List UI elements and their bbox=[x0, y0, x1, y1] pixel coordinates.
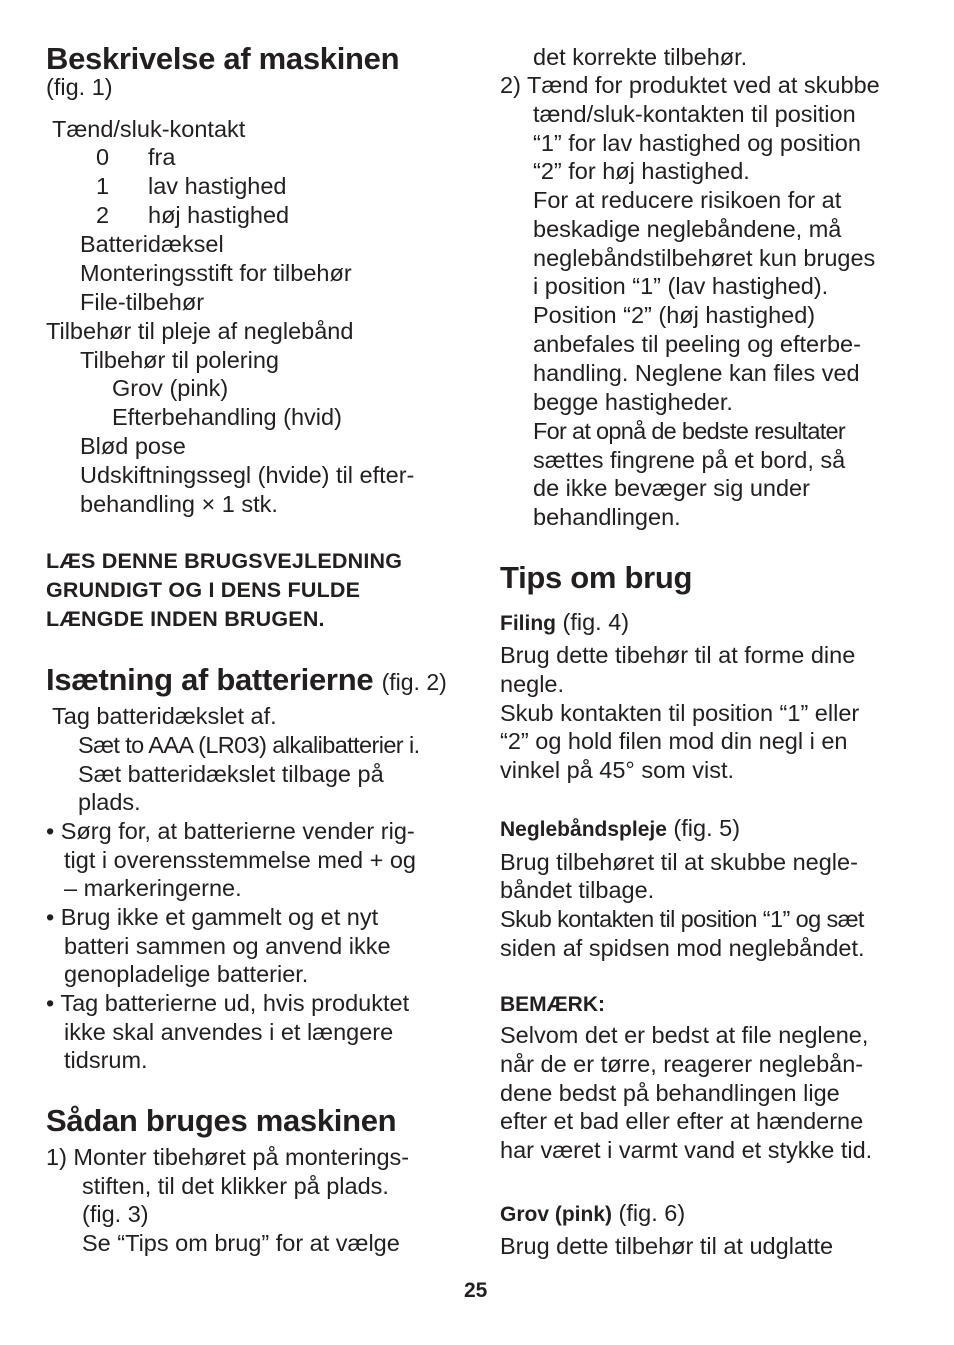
part-item: File-tilbehør bbox=[80, 289, 205, 315]
subsection-filing bbox=[500, 608, 629, 638]
part-subitem: Efterbehandling (hvid) bbox=[112, 404, 342, 430]
section-title-usage: Sådan bruges maskinen bbox=[46, 1103, 397, 1138]
note-title: BEMÆRK: bbox=[500, 993, 605, 1016]
page-number: 25 bbox=[464, 1279, 488, 1302]
battery-bullet: • Sørg for, at batterierne vender rig- bbox=[46, 818, 415, 844]
warning-text: GRUNDIGT OG I DENS FULDE bbox=[46, 578, 361, 602]
battery-line: tidsrum. bbox=[64, 1047, 148, 1073]
tips-line: Brug dette tibehør til at forme dine bbox=[500, 642, 856, 668]
note-line: Selvom det er bedst at file neglene, bbox=[500, 1022, 869, 1048]
tips-line: siden af spidsen mod neglebåndet. bbox=[500, 935, 865, 961]
usage-step-cont: Position “2” (høj hastighed) bbox=[533, 302, 816, 328]
switch-position-label: lav hastighed bbox=[148, 173, 287, 199]
usage-step-cont: “2” for høj hastighed. bbox=[533, 158, 750, 184]
tips-line: vinkel på 45° som vist. bbox=[500, 757, 735, 783]
tips-line: båndet tilbage. bbox=[500, 877, 655, 903]
battery-line: plads. bbox=[78, 789, 141, 815]
subsection-cuticle bbox=[500, 814, 740, 844]
usage-step-cont: handling. Neglene kan files ved bbox=[533, 360, 860, 386]
usage-step-cont: For at opnå de bedste resultater bbox=[533, 418, 846, 444]
part-item: Blød pose bbox=[80, 433, 186, 459]
tips-line: Brug tilbehøret til at skubbe negle- bbox=[500, 849, 858, 875]
usage-step-cont: stiften, til det klikker på plads. bbox=[82, 1173, 389, 1199]
usage-step-cont: anbefales til peeling og efterbe- bbox=[533, 331, 861, 357]
usage-step-cont: Se “Tips om brug” for at vælge bbox=[82, 1230, 400, 1256]
usage-step-cont: det korrekte tilbehør. bbox=[533, 44, 748, 70]
usage-step-cont: begge hastigheder. bbox=[533, 389, 733, 415]
tips-line: Brug dette tilbehør til at udglatte bbox=[500, 1233, 834, 1259]
switch-position-number: 1 bbox=[96, 173, 110, 199]
subsection-filing-title: Filing bbox=[500, 612, 556, 635]
battery-line: Sæt batteridækslet tilbage på bbox=[78, 761, 384, 787]
fig-ref: (fig. 6) bbox=[612, 1200, 686, 1226]
usage-step-cont: (fig. 3) bbox=[82, 1201, 149, 1227]
fig-ref: (fig. 5) bbox=[666, 815, 741, 841]
part-item: Batteridæksel bbox=[80, 231, 224, 257]
section-title-batteries bbox=[46, 662, 447, 700]
usage-step: 1) Monter tibehøret på monterings- bbox=[46, 1144, 410, 1170]
battery-line: genopladelige batterier. bbox=[64, 961, 309, 987]
fig-ref: (fig. 4) bbox=[556, 609, 630, 635]
subsection-cuticle-title: Neglebåndspleje bbox=[500, 818, 667, 841]
part-item: Tilbehør til pleje af neglebånd bbox=[46, 318, 354, 344]
section-title-batteries-text: Isætning af batterierne bbox=[46, 662, 374, 697]
switch-position-number: 2 bbox=[96, 202, 110, 228]
switch-position-label: fra bbox=[148, 144, 176, 170]
note-line: når de er tørre, reagerer neglebån- bbox=[500, 1051, 864, 1077]
section-title-tips: Tips om brug bbox=[500, 560, 693, 595]
note-line: efter et bad eller efter at hænderne bbox=[500, 1108, 864, 1134]
usage-step-cont: sættes fingrene på et bord, så bbox=[533, 447, 846, 473]
battery-line: ikke skal anvendes i et længere bbox=[64, 1019, 394, 1045]
usage-step-cont: behandlingen. bbox=[533, 504, 681, 530]
part-item-cont: behandling × 1 stk. bbox=[80, 491, 278, 517]
usage-step-cont: For at reducere risikoen for at bbox=[533, 187, 842, 213]
switch-position-label: høj hastighed bbox=[148, 202, 290, 228]
battery-line: Tag batteridækslet af. bbox=[52, 703, 277, 729]
note-line: har været i varmt vand et stykke tid. bbox=[500, 1137, 873, 1163]
battery-line: tigt i overensstemmelse med + og bbox=[64, 847, 417, 873]
tips-line: Skub kontakten til position “1” eller bbox=[500, 700, 860, 726]
note-line: dene bedst på behandlingen lige bbox=[500, 1080, 840, 1106]
section-title-description: Beskrivelse af maskinen bbox=[46, 41, 400, 76]
part-item: Tænd/sluk-kontakt bbox=[52, 116, 246, 142]
usage-step-cont: “1” for lav hastighed og position bbox=[533, 130, 861, 156]
subsection-coarse-title: Grov (pink) bbox=[500, 1203, 613, 1226]
tips-line: “2” og hold filen mod din negl i en bbox=[500, 728, 848, 754]
tips-line: negle. bbox=[500, 671, 565, 697]
usage-step-cont: de ikke bevæger sig under bbox=[533, 475, 810, 501]
part-subitem: Grov (pink) bbox=[112, 375, 229, 401]
usage-step: 2) Tænd for produktet ved at skubbe bbox=[500, 72, 880, 98]
part-item: Udskiftningssegl (hvide) til efter- bbox=[80, 462, 415, 488]
usage-step-cont: i position “1” (lav hastighed). bbox=[533, 273, 829, 299]
battery-line: – markeringerne. bbox=[64, 875, 242, 901]
tips-line: Skub kontakten til position “1” og sæt bbox=[500, 906, 864, 932]
warning-text: LÆNGDE INDEN BRUGEN. bbox=[46, 607, 325, 631]
warning-text: LÆS DENNE BRUGSVEJLEDNING bbox=[46, 549, 403, 573]
battery-bullet: • Tag batterierne ud, hvis produktet bbox=[46, 990, 410, 1016]
part-item: Tilbehør til polering bbox=[80, 347, 279, 373]
battery-line: batteri sammen og anvend ikke bbox=[64, 933, 391, 959]
fig-ref: (fig. 2) bbox=[381, 669, 447, 695]
part-item: Monteringsstift for tilbehør bbox=[80, 260, 352, 286]
battery-line: Sæt to AAA (LR03) alkalibatterier i. bbox=[78, 732, 420, 758]
subsection-coarse bbox=[500, 1199, 685, 1229]
fig-ref: (fig. 1) bbox=[46, 74, 113, 100]
switch-position-number: 0 bbox=[96, 144, 110, 170]
battery-bullet: • Brug ikke et gammelt og et nyt bbox=[46, 904, 379, 930]
usage-step-cont: beskadige neglebåndene, må bbox=[533, 216, 842, 242]
usage-step-cont: tænd/sluk-kontakten til position bbox=[533, 101, 856, 127]
usage-step-cont: neglebåndstilbehøret kun bruges bbox=[533, 245, 876, 271]
